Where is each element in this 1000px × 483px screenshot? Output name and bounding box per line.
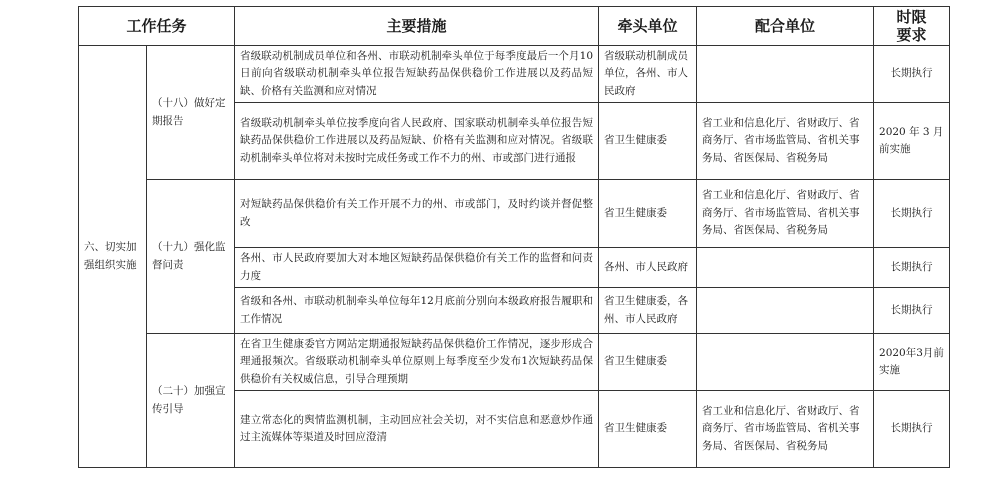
table-row (79, 180, 950, 248)
deadline-cell: 2020年3月前实施 (874, 334, 950, 391)
measure-cell: 省级联动机制牵头单位按季度向省人民政府、国家联动机制牵头单位报告短缺药品保供稳价工作进展以及药品短缺、价格有关监测和应对情况。省级联动机制牵头单位将对未按时完成任务或工作不力的州、市或部门进行通报 (235, 103, 599, 180)
subtask-title: （二十）加强宣传引导 (147, 334, 235, 468)
measure-cell: 省级和各州、市联动机制牵头单位每年12月底前分别向本级政府报告履职和工作情况 (235, 288, 599, 334)
lead-unit-cell: 各州、市人民政府 (599, 248, 697, 288)
header-task: 工作任务 (79, 7, 235, 46)
coop-unit-cell (697, 248, 874, 288)
deadline-cell: 2020 年 3 月前实施 (874, 103, 950, 180)
lead-unit-cell: 省级联动机制成员单位，各州、市人民政府 (599, 46, 697, 103)
lead-unit-cell: 省卫生健康委 (599, 334, 697, 391)
header-deadline (874, 7, 950, 46)
deadline-cell: 长期执行 (874, 288, 950, 334)
header-row (79, 7, 950, 46)
deadline-cell: 长期执行 (874, 391, 950, 468)
coop-unit-cell (697, 46, 874, 103)
subtask-title: （十九）强化监督问责 (147, 180, 235, 334)
measure-cell: 各州、市人民政府要加大对本地区短缺药品保供稳价有关工作的监督和问责力度 (235, 248, 599, 288)
measure-cell: 对短缺药品保供稳价有关工作开展不力的州、市或部门，及时约谈并督促整改 (235, 180, 599, 248)
header-measures: 主要措施 (235, 7, 599, 46)
header-lead-unit: 牵头单位 (599, 7, 697, 46)
category-cell: 六、切实加强组织实施 (79, 46, 147, 468)
measure-cell: 省级联动机制成员单位和各州、市联动机制牵头单位于每季度最后一个月10日前向省级联动机制牵头单位报告短缺药品保供稳价工作进展以及药品短缺、价格有关监测和应对情况 (235, 46, 599, 103)
measure-cell: 建立常态化的舆情监测机制，主动回应社会关切，对不实信息和恶意炒作通过主流媒体等渠道及时回应澄清 (235, 391, 599, 468)
table-row (79, 334, 950, 391)
lead-unit-cell: 省卫生健康委 (599, 391, 697, 468)
coop-unit-cell: 省工业和信息化厅、省财政厅、省商务厅、省市场监管局、省机关事务局、省医保局、省税务局 (697, 180, 874, 248)
coop-unit-cell (697, 288, 874, 334)
measure-cell: 在省卫生健康委官方网站定期通报短缺药品保供稳价工作情况，逐步形成合理通报频次。省级联动机制牵头单位原则上每季度至少发布1次短缺药品保供稳价有关权威信息，引导合理预期 (235, 334, 599, 391)
subtask-title: （十八）做好定期报告 (147, 46, 235, 180)
deadline-cell: 长期执行 (874, 46, 950, 103)
lead-unit-cell: 省卫生健康委 (599, 180, 697, 248)
coop-unit-cell: 省工业和信息化厅、省财政厅、省商务厅、省市场监管局、省机关事务局、省医保局、省税务局 (697, 103, 874, 180)
header-coop-unit: 配合单位 (697, 7, 874, 46)
table-row (79, 46, 950, 103)
deadline-cell: 长期执行 (874, 180, 950, 248)
policy-table (78, 6, 950, 468)
lead-unit-cell: 省卫生健康委 (599, 103, 697, 180)
coop-unit-cell (697, 334, 874, 391)
deadline-cell: 长期执行 (874, 248, 950, 288)
header-deadline-line2: 要求 (896, 26, 927, 44)
header-deadline-line1: 时限 (896, 8, 927, 26)
lead-unit-cell: 省卫生健康委，各州、市人民政府 (599, 288, 697, 334)
coop-unit-cell: 省工业和信息化厅、省财政厅、省商务厅、省市场监管局、省机关事务局、省医保局、省税务局 (697, 391, 874, 468)
